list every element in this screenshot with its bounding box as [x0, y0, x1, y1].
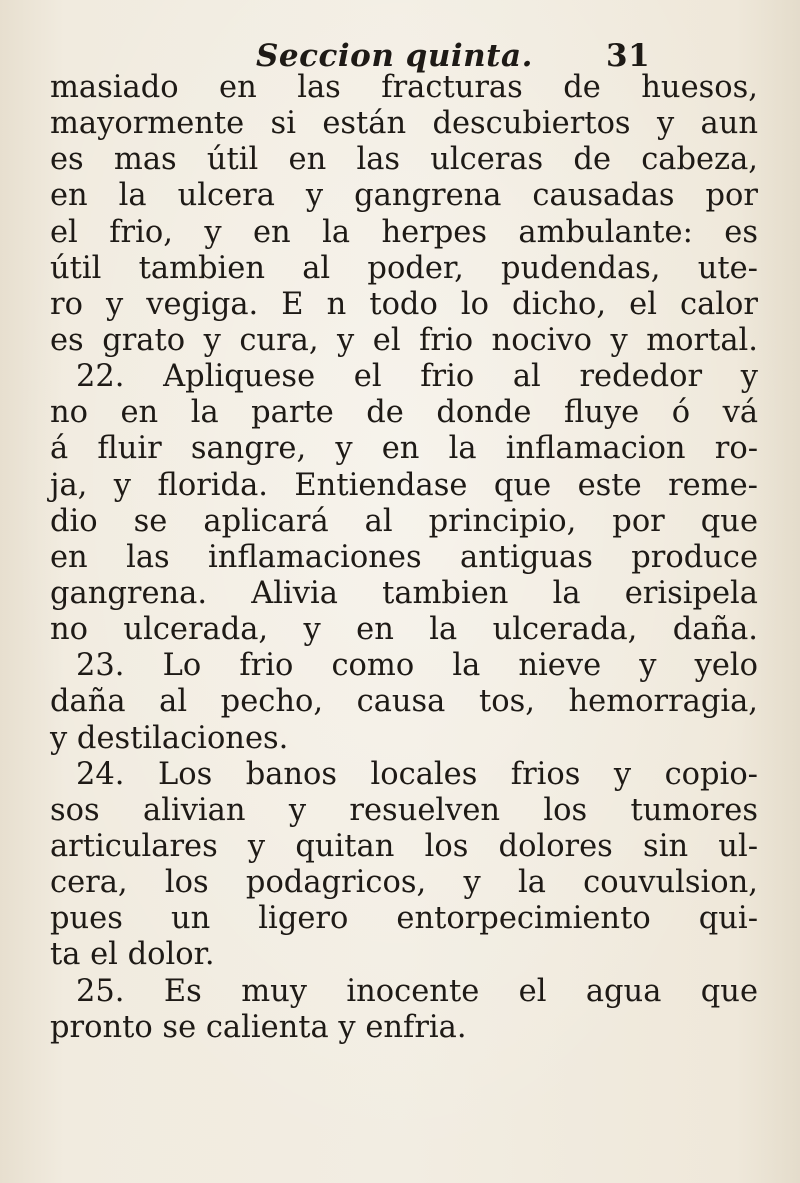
- text-line: gangrena. Alivia tambien la erisipela: [50, 575, 758, 611]
- text-line: cera, los podagricos, y la couvulsion,: [50, 865, 758, 901]
- paragraph-22-start: 22. Apliquese el frio al rededor y: [76, 359, 758, 395]
- paragraph-24-start: 24. Los banos locales frios y copio-: [76, 756, 758, 792]
- text-line: el frio, y en la herpes ambulante: es: [50, 214, 758, 250]
- text-line: dio se aplicará al principio, por que: [50, 503, 758, 539]
- body-text: [50, 70, 770, 1046]
- page-number: 31: [606, 38, 651, 74]
- text-line: sos alivian y resuelven los tumores: [50, 792, 758, 828]
- text-line: ja, y florida. Entiendase que este reme-: [50, 467, 758, 503]
- text-line: articulares y quitan los dolores sin ul-: [50, 828, 758, 864]
- text-line: útil tambien al poder, pudendas, ute-: [50, 250, 758, 286]
- text-line: masiado en las fracturas de huesos,: [50, 70, 758, 105]
- text-line: no en la parte de donde fluye ó vá: [50, 395, 758, 431]
- text-line: á fluir sangre, y en la inflamacion ro-: [50, 431, 758, 467]
- section-title: Seccion quinta.: [256, 38, 533, 74]
- text-line: ro y vegiga. E n todo lo dicho, el calor: [50, 286, 758, 322]
- paragraph-25-start: 25. Es muy inocente el agua que: [76, 973, 758, 1009]
- text-line: es mas útil en las ulceras de cabeza,: [50, 142, 758, 178]
- text-line: no ulcerada, y en la ulcerada, daña.: [50, 612, 758, 648]
- text-line: pues un ligero entorpecimiento qui-: [50, 901, 758, 937]
- text-line: en la ulcera y gangrena causadas por: [50, 178, 758, 214]
- text-line: pronto se calienta y enfria.: [50, 1009, 467, 1045]
- text-line: daña al pecho, causa tos, hemorragia,: [50, 684, 758, 720]
- text-line: ta el dolor.: [50, 937, 215, 973]
- paragraph-23-start: 23. Lo frio como la nieve y yelo: [76, 648, 758, 684]
- text-line: y destilaciones.: [50, 720, 289, 756]
- text-line: es grato y cura, y el frio nocivo y mortal.: [50, 322, 758, 358]
- text-line: en las inflamaciones antiguas produce: [50, 539, 758, 575]
- text-line: mayormente si están descubiertos y aun: [50, 106, 758, 142]
